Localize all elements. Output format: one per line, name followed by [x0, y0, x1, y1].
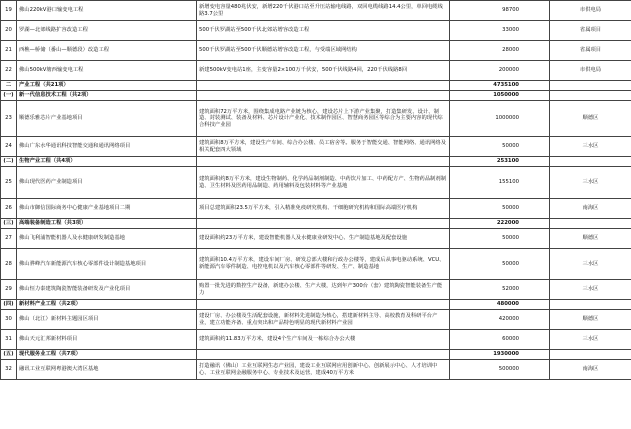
responsible-unit — [550, 157, 631, 167]
row-number: 26 — [1, 199, 17, 219]
responsible-unit — [550, 350, 631, 360]
project-description: 打造融讯（佛山）工业互联网生态产业园，建设工业互联网应用创新中心、创新展示中心、人才培训中心、工业互联网金融服务中心、专业技术及运营，建成40万平方米 — [197, 360, 450, 380]
project-description: 建筑面积约8万平方米，建设生物制药、化学药品制剂制造、中药饮片加工、中药配方产、生物药品制剂制造、卫生材料及医药用品制造、药用辅料及包装材料等产业基地 — [197, 167, 450, 199]
investment-amount: 1000000 — [450, 101, 550, 137]
row-number: 二 — [1, 81, 17, 91]
table-row — [1, 1, 631, 21]
responsible-unit: 三水区 — [550, 137, 631, 157]
responsible-unit — [550, 91, 631, 101]
row-number: 27 — [1, 229, 17, 249]
investment-amount: 253100 — [450, 157, 550, 167]
row-number: (三) — [1, 219, 17, 229]
project-description — [197, 81, 450, 91]
responsible-unit — [550, 219, 631, 229]
project-description: 新增变电容量480兆伏安，新增220千伏港口站至升压站输电线路，双回电缆线路14.4公里，单回电缆线路3.7公里 — [197, 1, 450, 21]
table-row — [1, 199, 631, 219]
project-description: 建设厂房、办公楼及生活配套设施，新材料先进制造为核心，搭建新材料主导、高校教育及科研平台产业，建立功能齐备、重点突出和产品特色明显的现代新材料产业园 — [197, 310, 450, 330]
project-description — [197, 91, 450, 101]
row-number: 29 — [1, 280, 17, 300]
responsible-unit: 南海区 — [550, 199, 631, 219]
project-name: 顺德乐雅芯片产业基地项目 — [17, 101, 197, 137]
project-name: 佛山（北江）新材料主题园区项目 — [17, 310, 197, 330]
responsible-unit: 三水区 — [550, 330, 631, 350]
project-name: 佛山恒力泰建筑陶瓷智能装备研发及产业化项目 — [17, 280, 197, 300]
project-description: 500千伏罗湖站至500千伏北郊站增容改造工程 — [197, 21, 450, 41]
project-description: 建筑面积约11.83万平方米，建设4个生产车间及一栋综合办公大楼 — [197, 330, 450, 350]
table-row — [1, 249, 631, 280]
responsible-unit: 市供电局 — [550, 1, 631, 21]
investment-amount: 500000 — [450, 360, 550, 380]
investment-amount: 60000 — [450, 330, 550, 350]
row-number: (二) — [1, 157, 17, 167]
project-description — [197, 300, 450, 310]
row-number: 28 — [1, 249, 17, 280]
row-number: (一) — [1, 91, 17, 101]
project-description: 建筑面积8万平方米，建设生产车间、综合办公楼、员工宿舍等。服务于智能交通、智能网络、通讯网络及相关配套四大领域 — [197, 137, 450, 157]
project-name: 现代服务业工程（共7项） — [17, 350, 197, 360]
project-description: 建设面积约23万平方米，建设智能机器人及水健康业研发中心、生产制造基地及配套设施 — [197, 229, 450, 249]
project-name: 罗湖—北郊线路扩容改造工程 — [17, 21, 197, 41]
project-name: 新材料产业工程（共2项） — [17, 300, 197, 310]
responsible-unit: 南海区 — [550, 360, 631, 380]
section-row — [1, 350, 631, 360]
row-number: (五) — [1, 350, 17, 360]
table-row — [1, 137, 631, 157]
section-row — [1, 81, 631, 91]
table-row — [1, 21, 631, 41]
project-name: 融讯工业互联网粤港澳大湾区基地 — [17, 360, 197, 380]
project-name: 新一代信息技术工程（共2项） — [17, 91, 197, 101]
table-row — [1, 330, 631, 350]
project-name: 佛山市御信国际商务中心健康产业基地项目二期 — [17, 199, 197, 219]
investment-amount: 420000 — [450, 310, 550, 330]
row-number: 24 — [1, 137, 17, 157]
investment-amount: 50000 — [450, 229, 550, 249]
project-name: 佛山骅峰汽车新能源汽车核心零部件设计制造基地项目 — [17, 249, 197, 280]
investment-amount: 28000 — [450, 41, 550, 61]
row-number: 25 — [1, 167, 17, 199]
investment-amount: 4735100 — [450, 81, 550, 91]
investment-amount: 50000 — [450, 137, 550, 157]
responsible-unit: 市供电局 — [550, 61, 631, 81]
row-number: 31 — [1, 330, 17, 350]
project-description: 购置一批先进的数控生产设备，新建办公楼、生产大楼，达到年产300台（套）建筑陶瓷智能装备生产能力 — [197, 280, 450, 300]
investment-amount: 222000 — [450, 219, 550, 229]
section-row — [1, 300, 631, 310]
responsible-unit: 顺德区 — [550, 101, 631, 137]
project-name: 佛山天元汇邦新材料项目 — [17, 330, 197, 350]
responsible-unit: 省属项目 — [550, 21, 631, 41]
investment-amount: 98700 — [450, 1, 550, 21]
project-name: 产业工程（共21项） — [17, 81, 197, 91]
investment-amount: 1930000 — [450, 350, 550, 360]
project-name: 西樵—桥储（番山—顺德段）改造工程 — [17, 41, 197, 61]
project-name: 佛山500kV塘西输变电工程 — [17, 61, 197, 81]
row-number: 23 — [1, 101, 17, 137]
table-row — [1, 280, 631, 300]
investment-amount: 52000 — [450, 280, 550, 300]
responsible-unit: 顺德区 — [550, 310, 631, 330]
table-row — [1, 229, 631, 249]
investment-amount: 200000 — [450, 61, 550, 81]
row-number: 21 — [1, 41, 17, 61]
project-description — [197, 219, 450, 229]
project-description: 新建500kV变电站1座，主变容量2×100万千伏安，500千伏线路4回，220千伏线路8回 — [197, 61, 450, 81]
project-description: 500千伏罗湖站至500千伏顺德站增容改造工程，与受端区域网结构 — [197, 41, 450, 61]
row-number: 32 — [1, 360, 17, 380]
project-description — [197, 157, 450, 167]
project-description: 建筑面积10.4万平方米，建设车间厂房、研发总部大楼和行政办公楼等，建成后从事电驱动系统、VCU、新能源汽车零件制造、电控电机以及汽车核心零部件等研发、生产、制造基地 — [197, 249, 450, 280]
table-row — [1, 167, 631, 199]
responsible-unit: 顺德区 — [550, 229, 631, 249]
section-row — [1, 219, 631, 229]
project-name: 生物产业工程（共4项） — [17, 157, 197, 167]
section-row — [1, 157, 631, 167]
table-row — [1, 61, 631, 81]
responsible-unit: 省属项目 — [550, 41, 631, 61]
project-description: 项目总建筑面积23.5万平方米，引入精准免疫研究机构、干细胞研究机构和国际高端医疗机构 — [197, 199, 450, 219]
responsible-unit: 三水区 — [550, 167, 631, 199]
project-name: 佛山现代医药产业制造项目 — [17, 167, 197, 199]
investment-amount: 155100 — [450, 167, 550, 199]
table-row — [1, 360, 631, 380]
table-row — [1, 41, 631, 61]
project-description: 建筑面积72万平方米，围绕集成电路产业链为核心，建设芯片上下游产业集聚，打造集研发、设计、制造、封装测试、装备及材料、芯片设计产业化、技术制作园区、智慧商务园区等综合为主要内容的现代综合科技产业园 — [197, 101, 450, 137]
project-name: 佛山220kV港口输变电工程 — [17, 1, 197, 21]
investment-amount: 50000 — [450, 249, 550, 280]
investment-amount: 33000 — [450, 21, 550, 41]
row-number: 22 — [1, 61, 17, 81]
table-row — [1, 101, 631, 137]
table-row — [1, 310, 631, 330]
project-description — [197, 350, 450, 360]
investment-amount: 50000 — [450, 199, 550, 219]
investment-amount: 1050000 — [450, 91, 550, 101]
project-name: 高端装备制造工程（共3项） — [17, 219, 197, 229]
responsible-unit — [550, 81, 631, 91]
investment-amount: 480000 — [450, 300, 550, 310]
responsible-unit: 三水区 — [550, 249, 631, 280]
row-number: 19 — [1, 1, 17, 21]
row-number: 30 — [1, 310, 17, 330]
responsible-unit — [550, 300, 631, 310]
project-name: 佛山广东水华通讯科技智能交通和通讯网络项目 — [17, 137, 197, 157]
row-number: 20 — [1, 21, 17, 41]
section-row — [1, 91, 631, 101]
row-number: (四) — [1, 300, 17, 310]
project-name: 佛山飞利浦智能机器人及水健康研发制造基地 — [17, 229, 197, 249]
responsible-unit: 三水区 — [550, 280, 631, 300]
